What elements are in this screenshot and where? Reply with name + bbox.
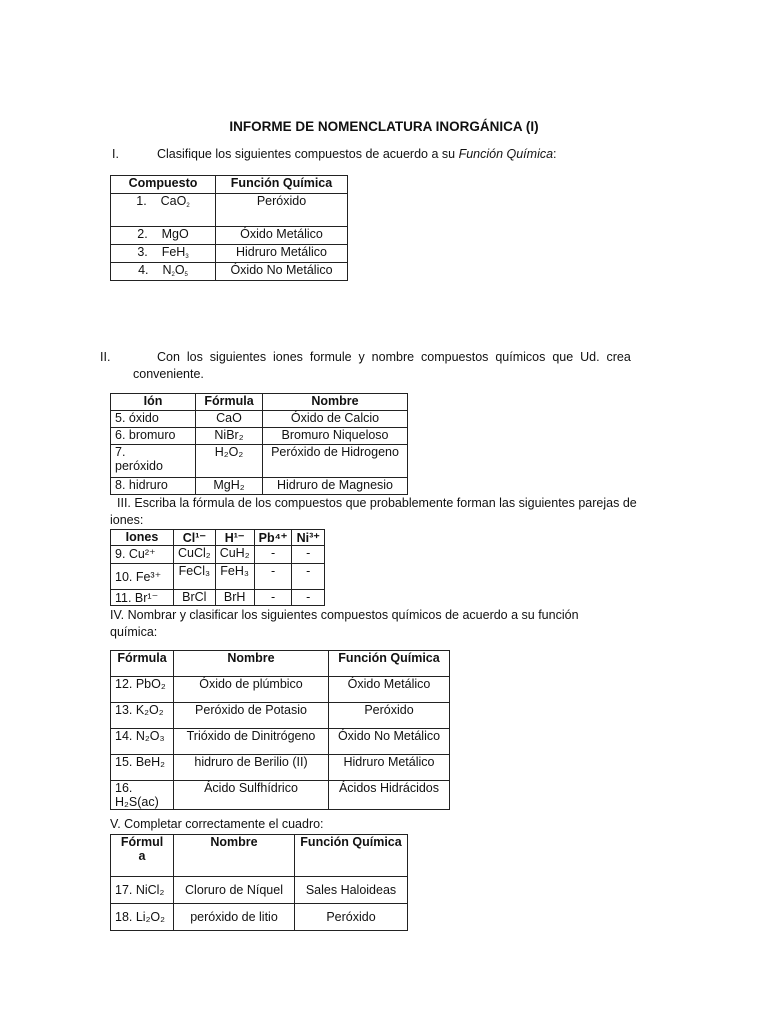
table-2-cell-formula: CaO xyxy=(196,411,263,428)
table-4-cell-nombre: hidruro de Berilio (II) xyxy=(174,755,329,781)
table-5-cell-nombre: Cloruro de Níquel xyxy=(174,877,295,904)
table-row xyxy=(111,677,450,703)
table-5-cell-formula: 17. NiCl₂ xyxy=(111,877,174,904)
section-1-colon: : xyxy=(553,147,557,161)
table-3-cell: BrCl xyxy=(174,590,216,606)
table-3-header-pb: Pb⁴⁺ xyxy=(254,530,292,546)
table-row xyxy=(111,263,348,281)
table-3-cell-ion: 9. Cu²⁺ xyxy=(111,546,174,564)
table-3-cell: BrH xyxy=(215,590,254,606)
table-1-cell-funcion: Óxido Metálico xyxy=(216,227,348,245)
table-4-cell-funcion: Óxido Metálico xyxy=(329,677,450,703)
section-4-text-line1: IV. Nombrar y clasificar los siguientes compuestos químicos de acuerdo a su función xyxy=(110,608,579,622)
table-5-cell-funcion: Sales Haloideas xyxy=(295,877,408,904)
table-3-cell: - xyxy=(292,546,325,564)
table-1 xyxy=(110,175,348,281)
table-1-cell-formula: 4. $N_2O_5$ xyxy=(111,263,216,281)
table-3-cell-ion: 11. Br¹⁻ xyxy=(111,590,174,606)
section-3-text-line2: iones: xyxy=(110,513,144,527)
table-1-cell-funcion: Óxido No Metálico xyxy=(216,263,348,281)
table-5-header-nombre: Nombre xyxy=(174,835,295,877)
table-3-header-h: H¹⁻ xyxy=(215,530,254,546)
table-3-cell: CuCl₂ xyxy=(174,546,216,564)
table-3-cell: - xyxy=(292,564,325,590)
section-1-text: Clasifique los siguientes compuestos de acuerdo a su xyxy=(157,147,459,161)
table-2 xyxy=(110,393,408,495)
table-4-header-funcion: Función Química xyxy=(329,651,450,677)
table-4-cell-formula: 15. BeH₂ xyxy=(111,755,174,781)
table-2-cell-nombre: Hidruro de Magnesio xyxy=(263,478,408,495)
table-5-cell-formula: 18. Li₂O₂ xyxy=(111,904,174,931)
table-2-cell-formula: H₂O₂ xyxy=(196,445,263,478)
table-5-cell-nombre: peróxido de litio xyxy=(174,904,295,931)
table-5-header-formula: Fórmul a xyxy=(111,835,174,877)
table-1-cell-formula: 3. FeH$_3$ xyxy=(111,245,216,263)
table-3-cell: - xyxy=(254,590,292,606)
table-3-cell: - xyxy=(254,546,292,564)
table-2-cell-ion: 5. óxido xyxy=(111,411,196,428)
section-4-text-line2: química: xyxy=(110,625,158,639)
table-4-cell-funcion: Óxido No Metálico xyxy=(329,729,450,755)
section-1-number: I. xyxy=(112,147,119,161)
table-1-cell-formula: 2. MgO xyxy=(111,227,216,245)
table-4-header-nombre: Nombre xyxy=(174,651,329,677)
table-1-cell-formula: 1. CaO$_2$ xyxy=(111,194,216,227)
table-row xyxy=(111,703,450,729)
table-1-cell-funcion: Hidruro Metálico xyxy=(216,245,348,263)
table-row xyxy=(111,877,408,904)
table-4-cell-formula: 13. K₂O₂ xyxy=(111,703,174,729)
section-1-instruction xyxy=(157,147,557,161)
section-2-text-line1: Con los siguientes iones formule y nombre compuestos químicos que Ud. crea xyxy=(157,350,631,364)
table-3-cell: - xyxy=(292,590,325,606)
table-3-cell: - xyxy=(254,564,292,590)
section-3-text-line1: III. Escriba la fórmula de los compuestos que probablemente forman las siguientes parejas de xyxy=(117,496,637,510)
section-2-text-line2: conveniente. xyxy=(133,367,204,381)
table-3-cell: FeH₃ xyxy=(215,564,254,590)
table-4-cell-funcion: Hidruro Metálico xyxy=(329,755,450,781)
table-3-header-iones: Iones xyxy=(111,530,174,546)
table-row xyxy=(111,478,408,495)
table-1-cell-funcion: Peróxido xyxy=(216,194,348,227)
table-3-cell: CuH₂ xyxy=(215,546,254,564)
section-1-emphasis: Función Química xyxy=(458,147,554,161)
table-3 xyxy=(110,529,325,606)
table-row xyxy=(111,546,325,564)
table-row xyxy=(111,904,408,931)
table-4-header-formula: Fórmula xyxy=(111,651,174,677)
table-row xyxy=(111,194,348,227)
table-1-header-compuesto: Compuesto xyxy=(111,176,216,194)
table-2-cell-ion: 7. peróxido xyxy=(111,445,196,478)
table-4-cell-nombre: Trióxido de Dinitrógeno xyxy=(174,729,329,755)
table-2-cell-nombre: Bromuro Niqueloso xyxy=(263,428,408,445)
table-row xyxy=(111,564,325,590)
section-2-number: II. xyxy=(100,350,111,364)
table-row xyxy=(111,590,325,606)
table-row xyxy=(111,245,348,263)
table-4-cell-formula: 12. PbO₂ xyxy=(111,677,174,703)
table-row xyxy=(111,755,450,781)
table-2-header-formula: Fórmula xyxy=(196,394,263,411)
table-4-cell-funcion: Ácidos Hidrácidos xyxy=(329,781,450,810)
table-2-cell-formula: MgH₂ xyxy=(196,478,263,495)
table-2-cell-ion: 8. hidruro xyxy=(111,478,196,495)
table-2-cell-formula: NiBr₂ xyxy=(196,428,263,445)
section-5-text: V. Completar correctamente el cuadro: xyxy=(110,817,324,831)
table-row xyxy=(111,445,408,478)
table-4-cell-formula: 14. N₂O₃ xyxy=(111,729,174,755)
table-2-cell-ion: 6. bromuro xyxy=(111,428,196,445)
table-4-cell-nombre: Ácido Sulfhídrico xyxy=(174,781,329,810)
table-5 xyxy=(110,834,408,931)
table-row xyxy=(111,411,408,428)
table-4 xyxy=(110,650,450,810)
table-3-header-ni: Ni³⁺ xyxy=(292,530,325,546)
table-4-cell-nombre: Peróxido de Potasio xyxy=(174,703,329,729)
table-row xyxy=(111,729,450,755)
table-4-cell-nombre: Óxido de plúmbico xyxy=(174,677,329,703)
table-2-header-ion: Ión xyxy=(111,394,196,411)
page-title: INFORME DE NOMENCLATURA INORGÁNICA (I) xyxy=(229,119,539,134)
table-5-cell-funcion: Peróxido xyxy=(295,904,408,931)
table-3-header-cl: Cl¹⁻ xyxy=(174,530,216,546)
table-1-header-funcion: Función Química xyxy=(216,176,348,194)
table-2-cell-nombre: Peróxido de Hidrogeno xyxy=(263,445,408,478)
table-3-cell: FeCl₃ xyxy=(174,564,216,590)
table-4-cell-formula: 16. H₂S(ac) xyxy=(111,781,174,810)
table-3-cell-ion: 10. Fe³⁺ xyxy=(111,564,174,590)
table-4-cell-funcion: Peróxido xyxy=(329,703,450,729)
table-2-header-nombre: Nombre xyxy=(263,394,408,411)
table-5-header-funcion: Función Química xyxy=(295,835,408,877)
table-row xyxy=(111,781,450,810)
table-row xyxy=(111,428,408,445)
table-row xyxy=(111,227,348,245)
table-2-cell-nombre: Óxido de Calcio xyxy=(263,411,408,428)
